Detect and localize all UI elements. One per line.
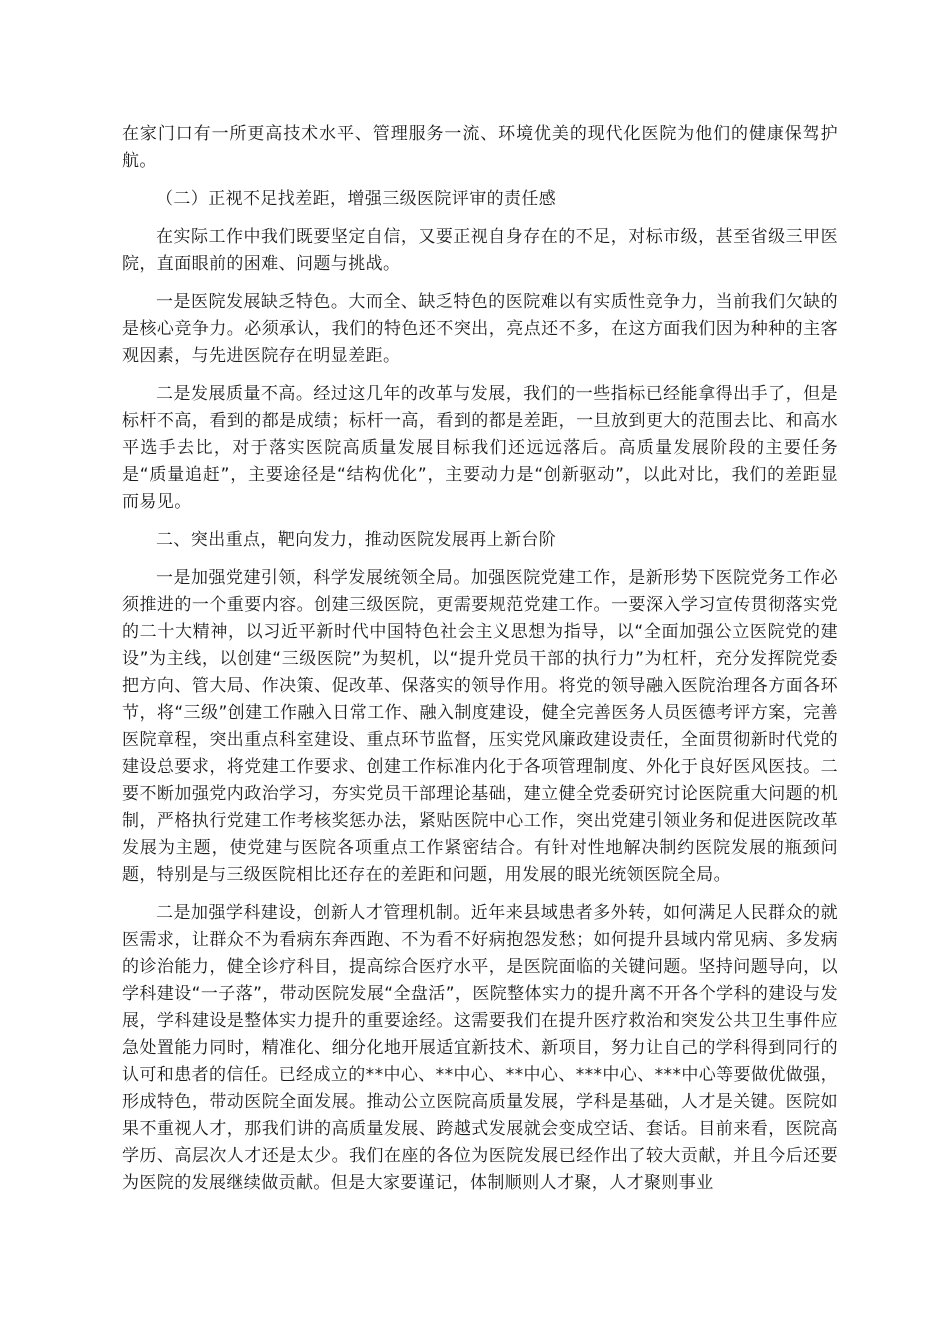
paragraph: 一是医院发展缺乏特色。大而全、缺乏特色的医院难以有实质性竞争力，当前我们欠缺的是核心竞争力。必须承认，我们的特色还不突出，亮点还不多，在这方面我们因为种种的主客观因素，与先进医院存在明显差距。 bbox=[122, 292, 838, 366]
paragraph: 在实际工作中我们既要坚定自信，又要正视自身存在的不足，对标市级，甚至省级三甲医院，直面眼前的困难、问题与挑战。 bbox=[122, 227, 838, 274]
document-page bbox=[122, 121, 838, 1208]
section-heading-main: 二、突出重点，靶向发力，推动医院发展再上新台阶 bbox=[156, 530, 557, 550]
section-heading-2: （二）正视不足找差距，增强三级医院评审的责任感 bbox=[156, 189, 557, 209]
paragraph: 二是加强学科建设，创新人才管理机制。近年来县域患者多外转，如何满足人民群众的就医需求，让群众不为看病东奔西跑、不为看不好病抱怨发愁；如何提升县域内常见病、多发病的诊治能力，健全诊疗科目，提高综合医疗水平，是医院面临的关键问题。坚持问题导向，以学科建设“一子落”，带动医院发展“全盘活”，医院整体实力的提升离不开各个学科的建设与发展，学科建设是整体实力提升的重要途经。这需要我们在提升医疗救治和突发公共卫生事件应急处置能力同时，精准化、细分化地开展适宜新技术、新项目，努力让自己的学科得到同行的认可和患者的信任。已经成立的**中心、**中心、**中心、***中心、***中心等要做优做强，形成特色，带动医院全面发展。推动公立医院高质量发展，学科是基础，人才是关键。医院如果不重视人才，那我们讲的高质量发展、跨越式发展就会变成空话、套话。目前来看，医院高学历、高层次人才还是太少。我们在座的各位为医院发展已经作出了较大贡献，并且今后还要为医院的发展继续做贡献。但是大家要谨记，体制顺则人才聚，人才聚则事业 bbox=[122, 903, 838, 1193]
paragraph: 二是发展质量不高。经过这几年的改革与发展，我们的一些指标已经能拿得出手了，但是标杆不高，看到的都是成绩；标杆一高，看到的都是差距，一旦放到更大的范围去比、和高水平选手去比，对于落实医院高质量发展目标我们还远远落后。高质量发展阶段的主要任务是“质量追赶”，主要途径是“结构优化”，主要动力是“创新驱动”，以此对比，我们的差距显而易见。 bbox=[122, 384, 838, 512]
paragraph-continuation: 在家门口有一所更高技术水平、管理服务一流、环境优美的现代化医院为他们的健康保驾护航。 bbox=[122, 124, 838, 171]
paragraph: 一是加强党建引领，科学发展统领全局。加强医院党建工作，是新形势下医院党务工作必须推进的一个重要内容。创建三级医院，更需要规范党建工作。一要深入学习宣传贯彻落实党的二十大精神，以习近平新时代中国特色社会主义思想为指导，以“全面加强公立医院党的建设”为主线，以创建“三级医院”为契机，以“提升党员干部的执行力”为杠杆，充分发挥院党委把方向、管大局、作决策、促改革、保落实的领导作用。将党的领导融入医院治理各方面各环节，将“三级”创建工作融入日常工作、融入制度建设，健全完善医务人员医德考评方案，完善医院章程，突出重点科室建设、重点环节监督，压实党风廉政建设责任，全面贯彻新时代党的建设总要求，将党建工作要求、创建工作标准内化于各项管理制度、外化于良好医风医技。二要不断加强党内政治学习，夯实党员干部理论基础，建立健全党委研究讨论医院重大问题的机制，严格执行党建工作考核奖惩办法，紧贴医院中心工作，突出党建引领业务和促进医院改革发展为主题，使党建与医院各项重点工作紧密结合。有针对性地解决制约医院发展的瓶颈问题，特别是与三级医院相比还存在的差距和问题，用发展的眼光统领医院全局。 bbox=[122, 568, 838, 885]
